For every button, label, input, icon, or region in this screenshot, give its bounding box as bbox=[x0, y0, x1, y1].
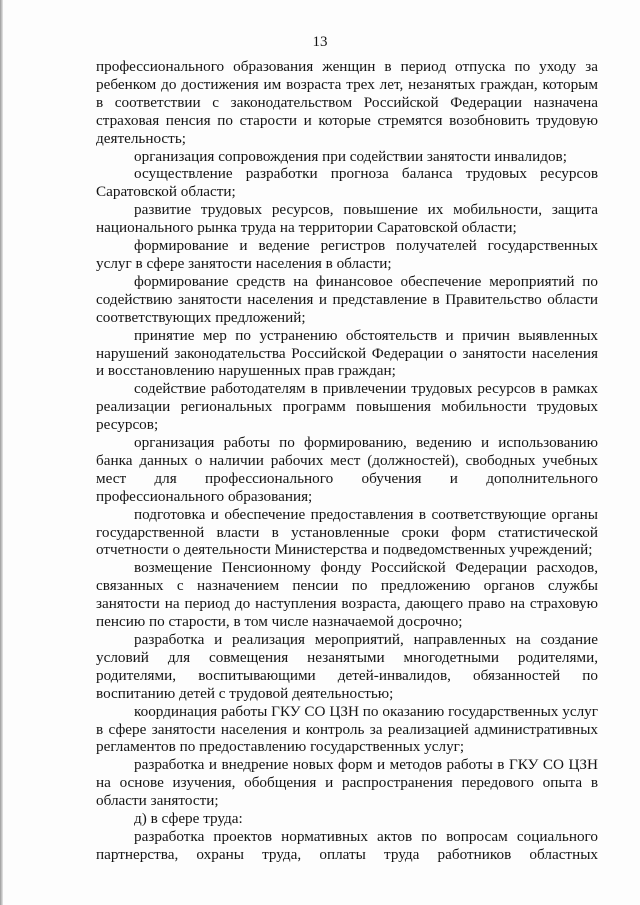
document-body bbox=[96, 58, 598, 864]
page-number: 13 bbox=[312, 34, 328, 50]
paragraph: осуществление разработки прогноза баланса трудовых ресурсов Саратовской области; bbox=[96, 165, 598, 201]
paragraph: формирование и ведение регистров получателей государственных услуг в сфере занятости населения в области; bbox=[96, 237, 598, 272]
scan-edge bbox=[0, 0, 3, 905]
paragraph-continuation: профессионального образования женщин в период отпуска по уходу за ребенком до достижения им возраста трех лет, незанятых граждан, которым в соответствии с законодательством Российской Федерации назначена страховая пенсия по старости и которые стремятся возобновить трудовую деятельность; bbox=[96, 58, 598, 147]
paragraph: организация работы по формированию, ведению и использованию банка данных о наличии рабочих мест (должностей), свободных учебных мест для профессионального обучения и дополнительного профессионального образования; bbox=[96, 434, 598, 505]
section-heading: д) в сфере труда: bbox=[134, 810, 243, 828]
paragraph: формирование средств на финансовое обеспечение мероприятий по содействию занятости населения и представление в Правительство области соответствующих предложений; bbox=[96, 272, 598, 326]
paragraph: развитие трудовых ресурсов, повышение их мобильности, защита национального рынка труда на территории Саратовской области; bbox=[96, 201, 598, 237]
paragraph: подготовка и обеспечение предоставления в соответствующие органы государственной власти в установленные сроки форм статистической отчетности о деятельности Министерства и подведомственных учреждений; bbox=[96, 505, 598, 559]
paragraph: разработка и внедрение новых форм и методов работы в ГКУ СО ЦЗН на основе изучения, обобщения и распространения передового опыта в области занятости; bbox=[96, 756, 598, 810]
paragraph: возмещение Пенсионному фонду Российской Федерации расходов, связанных с назначением пенсии по предложению органов службы занятости на период до наступления возраста, дающего право на страховую пенсию по старости, в том числе назначаемой досрочно; bbox=[96, 559, 598, 631]
paragraph: организация сопровождения при содействии занятости инвалидов; bbox=[134, 147, 567, 165]
paragraph: содействие работодателям в привлечении трудовых ресурсов в рамках реализации региональных программ повышения мобильности трудовых ресурсов; bbox=[96, 380, 598, 434]
paragraph: разработка и реализация мероприятий, направленных на создание условий для совмещения незанятыми многодетными родителями, родителями, воспитывающими детей-инвалидов, обязанностей по воспитанию детей с трудовой деятельностью; bbox=[96, 631, 598, 702]
paragraph: разработка проектов нормативных актов по вопросам социального партнерства, охраны труда, оплаты труда работников областных bbox=[96, 827, 598, 863]
paragraph: координация работы ГКУ СО ЦЗН по оказанию государственных услуг в сфере занятости населения и контроль за реализацией административных регламентов по предоставлению государственных услуг; bbox=[96, 702, 598, 756]
paragraph: принятие мер по устранению обстоятельств и причин выявленных нарушений законодательства Российской Федерации о занятости населения и восстановлению нарушенных прав граждан; bbox=[96, 326, 598, 380]
